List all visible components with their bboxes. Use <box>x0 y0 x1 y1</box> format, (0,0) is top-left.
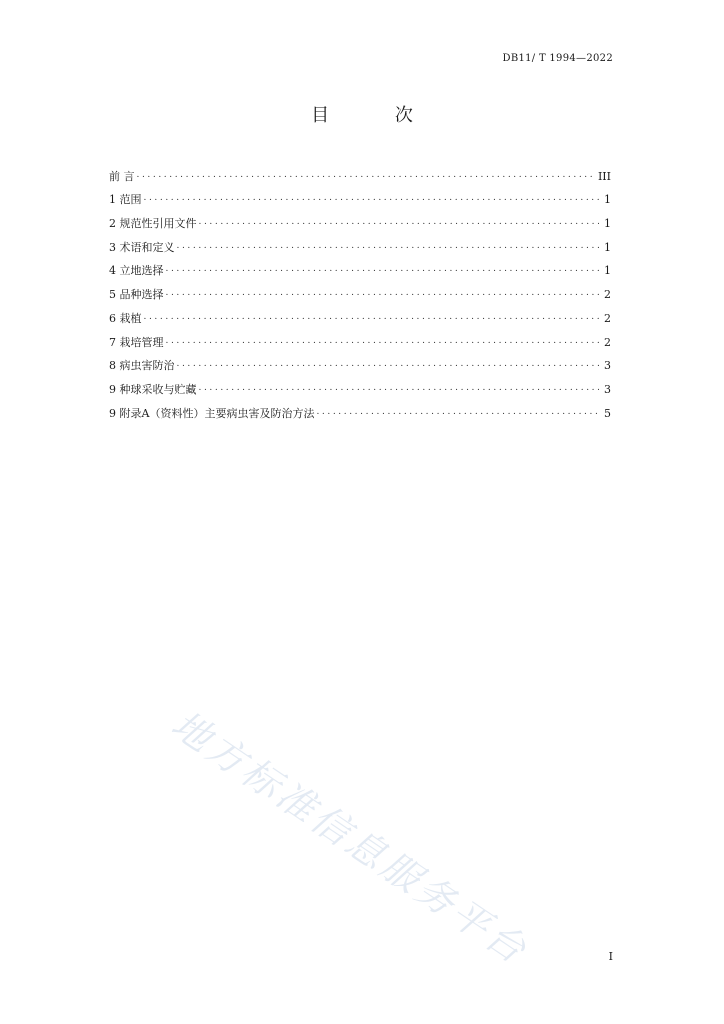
toc-page-number: 1 <box>604 193 611 207</box>
toc-leader <box>316 405 599 419</box>
toc-label: 6 栽植 <box>109 311 142 325</box>
toc-leader <box>177 357 600 371</box>
toc-leader <box>199 215 600 229</box>
toc-item-appendix-a[interactable] <box>109 397 611 421</box>
toc-item-variety-selection[interactable] <box>109 278 611 302</box>
toc-label: 9 附录A（资料性）主要病虫害及防治方法 <box>109 406 315 420</box>
toc-item-planting[interactable] <box>109 302 611 326</box>
toc-leader <box>166 286 600 300</box>
toc-item-normative-references[interactable] <box>109 207 611 231</box>
toc-page-number: 1 <box>604 217 611 231</box>
toc-item-scope[interactable] <box>109 184 611 208</box>
toc-leader <box>166 262 600 276</box>
toc-title: 目 次 <box>311 105 443 126</box>
toc-label: 前 言 <box>109 169 135 183</box>
toc-label: 8 病虫害防治 <box>109 359 175 373</box>
toc-label: 1 范围 <box>109 193 142 207</box>
toc-item-bulb-harvest-storage[interactable] <box>109 373 611 397</box>
toc-page-number: 5 <box>604 406 611 420</box>
toc-page-number: 1 <box>604 264 611 278</box>
toc-label: 4 立地选择 <box>109 264 164 278</box>
toc-item-foreword[interactable] <box>109 160 611 184</box>
toc-page-number: 2 <box>604 335 611 349</box>
toc-label: 7 栽培管理 <box>109 335 164 349</box>
toc-label: 5 品种选择 <box>109 288 164 302</box>
toc-page-number: 2 <box>604 311 611 325</box>
toc-page-number: 1 <box>604 240 611 254</box>
table-of-contents <box>109 160 611 421</box>
toc-page-number: 2 <box>604 288 611 302</box>
toc-label: 3 术语和定义 <box>109 240 175 254</box>
toc-leader <box>199 381 600 395</box>
toc-leader <box>144 191 600 205</box>
toc-label: 2 规范性引用文件 <box>109 217 197 231</box>
toc-page-number: III <box>597 169 611 183</box>
toc-leader <box>144 310 600 324</box>
toc-item-cultivation-management[interactable] <box>109 326 611 350</box>
toc-page-number: 3 <box>604 382 611 396</box>
watermark: 地方标准信息服务平台 <box>163 702 537 974</box>
toc-leader <box>177 239 600 253</box>
toc-leader <box>166 334 600 348</box>
toc-item-pest-control[interactable] <box>109 350 611 374</box>
document-code: DB11/ T 1994—2022 <box>502 53 613 64</box>
toc-label: 9 种球采收与贮藏 <box>109 382 197 396</box>
toc-leader <box>137 168 594 182</box>
toc-item-site-selection[interactable] <box>109 255 611 279</box>
page-number: I <box>608 950 613 963</box>
toc-item-terms-definitions[interactable] <box>109 231 611 255</box>
toc-page-number: 3 <box>604 359 611 373</box>
